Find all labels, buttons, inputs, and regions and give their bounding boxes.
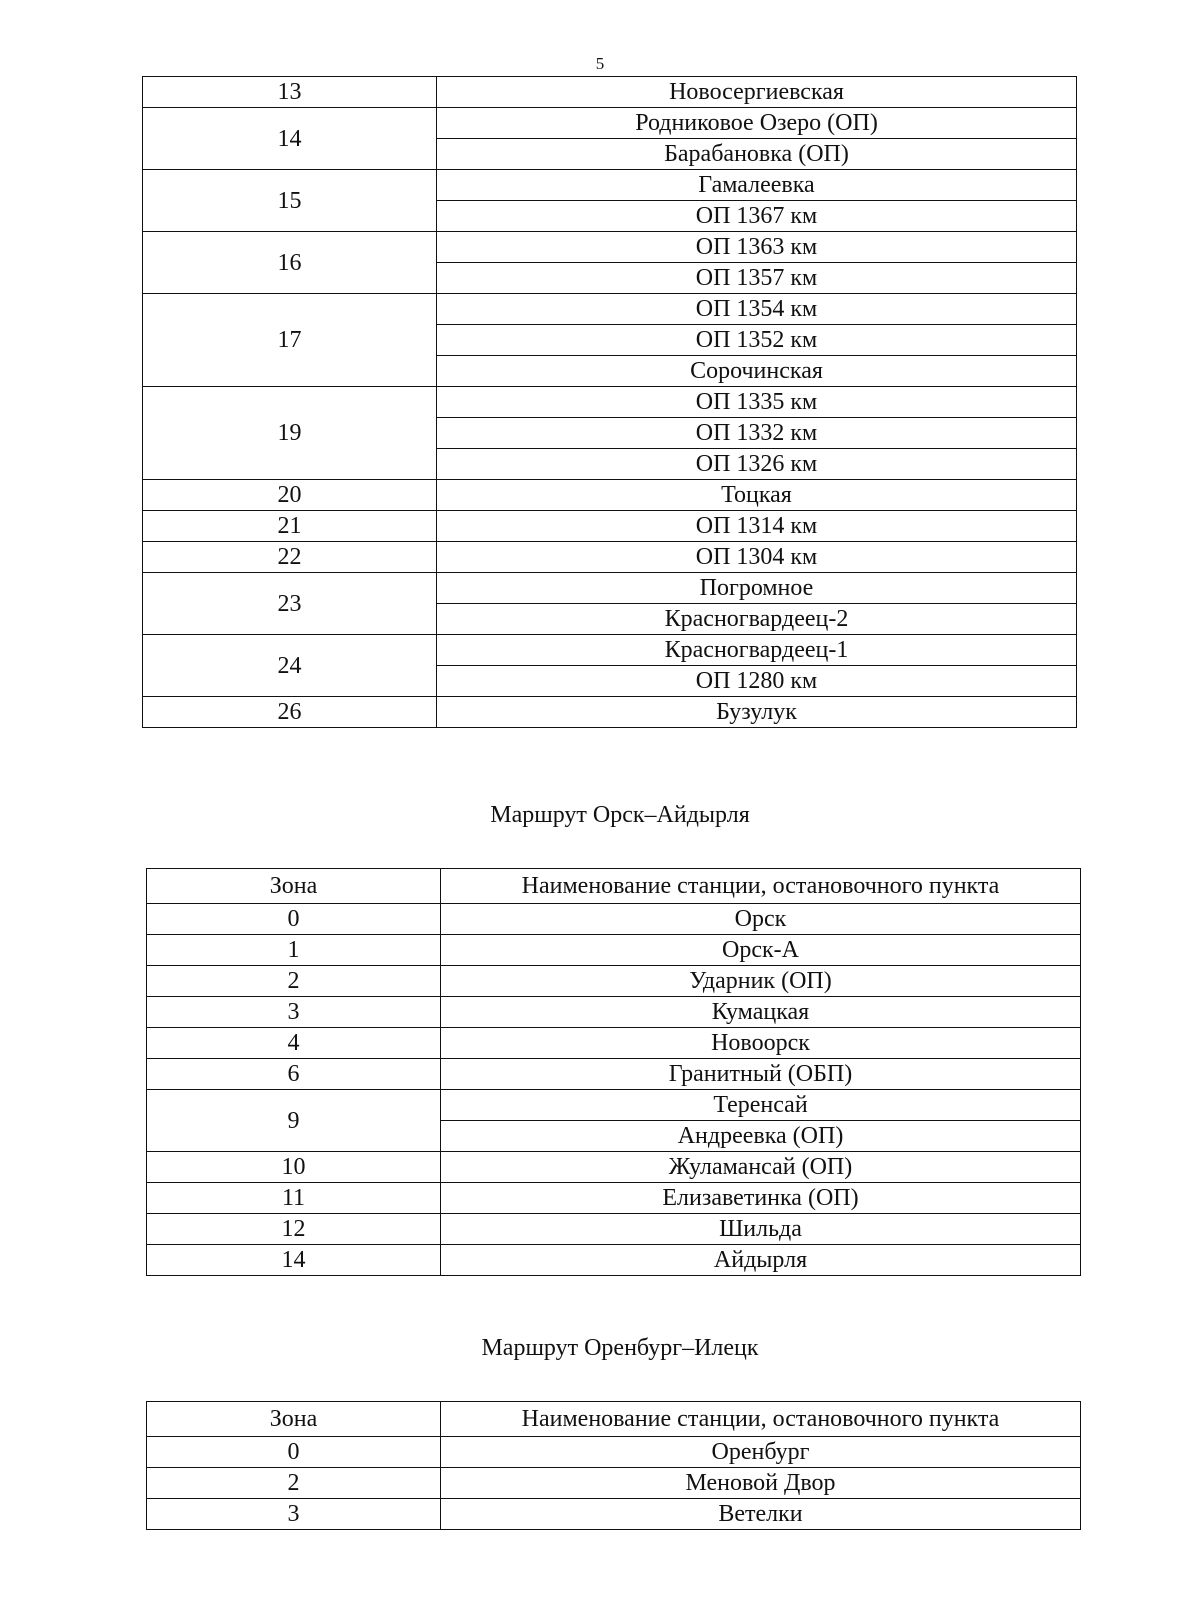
table-row bbox=[143, 635, 1077, 666]
header-zone: Зона bbox=[147, 1402, 441, 1437]
zone-cell: 2 bbox=[147, 1468, 441, 1499]
zone-cell: 23 bbox=[143, 573, 437, 635]
zone-cell: 26 bbox=[143, 697, 437, 728]
zone-cell: 1 bbox=[147, 935, 441, 966]
station-name-cell: ОП 1352 км bbox=[437, 325, 1077, 356]
table-row bbox=[147, 1183, 1081, 1214]
table-row bbox=[147, 966, 1081, 997]
station-name-cell: Тоцкая bbox=[437, 480, 1077, 511]
zones-table-continued bbox=[142, 76, 1077, 728]
route-title-orenburg-iletsk: Маршрут Оренбург–Илецк bbox=[481, 1335, 759, 1361]
station-name-cell: ОП 1314 км bbox=[437, 511, 1077, 542]
station-name-cell: ОП 1332 км bbox=[437, 418, 1077, 449]
zone-cell: 19 bbox=[143, 387, 437, 480]
zones-table-orsk-aydyrlya bbox=[146, 868, 1081, 1276]
table-header-row bbox=[147, 869, 1081, 904]
zone-cell: 24 bbox=[143, 635, 437, 697]
table-row bbox=[143, 294, 1077, 325]
zone-cell: 3 bbox=[147, 997, 441, 1028]
station-name-cell: Погромное bbox=[437, 573, 1077, 604]
station-name-cell: Бузулук bbox=[437, 697, 1077, 728]
station-name-cell: Красногвардеец-2 bbox=[437, 604, 1077, 635]
table-row bbox=[143, 480, 1077, 511]
table-row bbox=[143, 108, 1077, 139]
station-name-cell: ОП 1326 км bbox=[437, 449, 1077, 480]
station-name-cell: Барабановка (ОП) bbox=[437, 139, 1077, 170]
zone-cell: 12 bbox=[147, 1214, 441, 1245]
station-name-cell: Оренбург bbox=[441, 1437, 1081, 1468]
zone-cell: 14 bbox=[147, 1245, 441, 1276]
table-row bbox=[147, 1059, 1081, 1090]
station-name-cell: Ударник (ОП) bbox=[441, 966, 1081, 997]
zones-table-orenburg-iletsk bbox=[146, 1401, 1081, 1530]
station-name-cell: Елизаветинка (ОП) bbox=[441, 1183, 1081, 1214]
zone-cell: 14 bbox=[143, 108, 437, 170]
header-zone: Зона bbox=[147, 869, 441, 904]
table-row bbox=[147, 1028, 1081, 1059]
table-row bbox=[147, 904, 1081, 935]
station-name-cell: Шильда bbox=[441, 1214, 1081, 1245]
table-row bbox=[147, 1090, 1081, 1121]
zone-cell: 20 bbox=[143, 480, 437, 511]
table-row bbox=[143, 387, 1077, 418]
station-name-cell: Айдырля bbox=[441, 1245, 1081, 1276]
table-row bbox=[147, 1468, 1081, 1499]
zone-cell: 2 bbox=[147, 966, 441, 997]
table-row bbox=[147, 1437, 1081, 1468]
station-name-cell: Родниковое Озеро (ОП) bbox=[437, 108, 1077, 139]
station-name-cell: ОП 1335 км bbox=[437, 387, 1077, 418]
table-row bbox=[147, 1499, 1081, 1530]
table-row bbox=[143, 573, 1077, 604]
station-name-cell: Гранитный (ОБП) bbox=[441, 1059, 1081, 1090]
station-name-cell: Орск bbox=[441, 904, 1081, 935]
station-name-cell: Ветелки bbox=[441, 1499, 1081, 1530]
station-name-cell: Жуламансай (ОП) bbox=[441, 1152, 1081, 1183]
table-row bbox=[147, 997, 1081, 1028]
table-row bbox=[143, 511, 1077, 542]
station-name-cell: ОП 1367 км bbox=[437, 201, 1077, 232]
table-row bbox=[143, 232, 1077, 263]
route-title-orsk-aydyrlya: Маршрут Орск–Айдырля bbox=[490, 802, 750, 828]
zone-cell: 9 bbox=[147, 1090, 441, 1152]
zone-cell: 21 bbox=[143, 511, 437, 542]
table-row bbox=[143, 697, 1077, 728]
table-row bbox=[147, 1245, 1081, 1276]
station-name-cell: ОП 1354 км bbox=[437, 294, 1077, 325]
station-name-cell: Гамалеевка bbox=[437, 170, 1077, 201]
table-row bbox=[147, 935, 1081, 966]
zone-cell: 11 bbox=[147, 1183, 441, 1214]
zone-cell: 3 bbox=[147, 1499, 441, 1530]
station-name-cell: ОП 1280 км bbox=[437, 666, 1077, 697]
station-name-cell: Кумацкая bbox=[441, 997, 1081, 1028]
zone-cell: 13 bbox=[143, 77, 437, 108]
zone-cell: 0 bbox=[147, 904, 441, 935]
station-name-cell: Сорочинская bbox=[437, 356, 1077, 387]
zone-cell: 0 bbox=[147, 1437, 441, 1468]
zone-cell: 22 bbox=[143, 542, 437, 573]
station-name-cell: Новосергиевская bbox=[437, 77, 1077, 108]
zone-cell: 6 bbox=[147, 1059, 441, 1090]
table-header-row bbox=[147, 1402, 1081, 1437]
table-row bbox=[147, 1152, 1081, 1183]
station-name-cell: Меновой Двор bbox=[441, 1468, 1081, 1499]
station-name-cell: Новоорск bbox=[441, 1028, 1081, 1059]
zone-cell: 4 bbox=[147, 1028, 441, 1059]
station-name-cell: ОП 1304 км bbox=[437, 542, 1077, 573]
zone-cell: 15 bbox=[143, 170, 437, 232]
station-name-cell: Андреевка (ОП) bbox=[441, 1121, 1081, 1152]
station-name-cell: ОП 1363 км bbox=[437, 232, 1077, 263]
station-name-cell: Теренсай bbox=[441, 1090, 1081, 1121]
table-row bbox=[143, 170, 1077, 201]
zone-cell: 10 bbox=[147, 1152, 441, 1183]
header-station-name: Наименование станции, остановочного пункта bbox=[441, 1402, 1081, 1437]
station-name-cell: ОП 1357 км bbox=[437, 263, 1077, 294]
table-row bbox=[143, 77, 1077, 108]
station-name-cell: Орск-А bbox=[441, 935, 1081, 966]
zone-cell: 16 bbox=[143, 232, 437, 294]
station-name-cell: Красногвардеец-1 bbox=[437, 635, 1077, 666]
zone-cell: 17 bbox=[143, 294, 437, 387]
table-row bbox=[143, 542, 1077, 573]
table-row bbox=[147, 1214, 1081, 1245]
page-number: 5 bbox=[595, 54, 605, 73]
header-station-name: Наименование станции, остановочного пункта bbox=[441, 869, 1081, 904]
